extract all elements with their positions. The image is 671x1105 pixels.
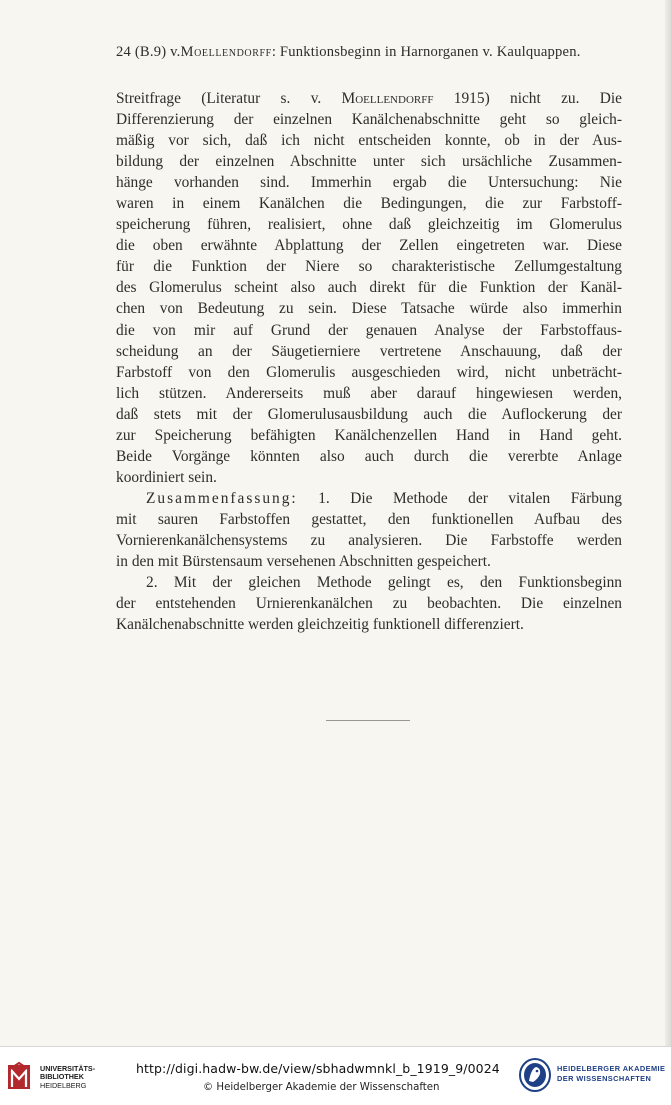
text-run: mit sauren Farbstoffen gestattet, den funktionellen Aufbau des: [116, 510, 622, 528]
text-line: [116, 277, 622, 298]
text-run: hänge vorhanden sind. Immerhin ergab die Untersuchung: Nie: [116, 174, 622, 192]
text-line: [116, 341, 622, 362]
text-run: mäßig vor sich, daß ich nicht entscheiden konnte, ob in der Aus-: [116, 132, 622, 150]
text-line: [116, 383, 622, 404]
text-run: Vornierenkanälchensystems zu analysieren. Die Farbstoffe werden: [116, 531, 622, 549]
text-line: [116, 320, 622, 341]
footer-bar: [0, 1046, 671, 1105]
text-run: lich stützen. Andererseits muß aber darauf hingewiesen werden,: [116, 384, 622, 402]
text-run: 2. Mit der gleichen Methode gelingt es, den Funktionsbeginn: [146, 574, 622, 592]
text-run: Farbstoff von den Glomerulis ausgeschieden wird, nicht unbeträcht-: [116, 363, 622, 381]
text-run: bildung der einzelnen Abschnitte unter sich ursächliche Zusammen-: [116, 153, 622, 171]
text-line: [116, 235, 622, 256]
text-run: chen von Bedeutung zu sein. Diese Tatsache würde also immerhin: [116, 300, 622, 318]
author-name: Moellendorff: [180, 44, 272, 60]
text-run: Streitfrage (Literatur s. v.: [116, 90, 342, 107]
text-run: Differenzierung der einzelnen Kanälchenabschnitte geht so gleich-: [116, 111, 622, 129]
text-line: [116, 214, 622, 235]
text-run: koordiniert sein.: [116, 468, 217, 486]
text-line: [116, 130, 622, 151]
text-run: der entstehenden Urnierenkanälchen zu beobachten. Die einzelnen: [116, 595, 622, 613]
text-line: [116, 298, 622, 319]
text-run: des Glomerulus scheint also auch direkt für die Funktion der Kanäl-: [116, 279, 622, 297]
article-title: : Funktionsbeginn in Harnorganen v. Kaulquappen.: [271, 44, 581, 60]
library-line-3: HEIDELBERG: [40, 1080, 87, 1090]
text-run: 1915) nicht zu. Die: [433, 90, 622, 107]
text-run: speicherung führen, realisiert, ohne daß gleichzeitig im Glomerulus: [116, 216, 622, 234]
text-run: 1. Die Methode der vitalen Färbung: [297, 489, 622, 507]
text-line: [116, 551, 622, 572]
text-line: [116, 509, 622, 530]
text-line: [116, 425, 622, 446]
library-line-2: BIBLIOTHEK: [40, 1072, 84, 1082]
text-line: [116, 572, 622, 593]
text-line: [116, 614, 622, 635]
copyright-notice: © Heidelberger Akademie der Wissenschaften: [203, 1082, 440, 1093]
text-run: in den mit Bürstensaum versehenen Abschnitten gespeichert.: [116, 553, 491, 571]
text-run: scheidung an der Säugetierniere vertretene Anschauung, daß der: [116, 342, 622, 360]
text-line: [116, 446, 622, 467]
academy-seal-icon: [518, 1057, 552, 1093]
text-run: Kanälchenabschnitte werden gleichzeitig funktionell differenziert.: [116, 616, 524, 634]
text-line: [116, 467, 622, 488]
text-line: [116, 593, 622, 614]
library-line-1: UNIVERSITÄTS-: [40, 1064, 96, 1073]
series-number: (B.9): [134, 44, 167, 60]
text-line: [116, 362, 622, 383]
running-head: [116, 44, 622, 61]
text-run: waren in einem Kanälchen die Bedingungen, die zur Farbstoff-: [116, 195, 622, 213]
text-line: [116, 256, 622, 277]
academy-line-1: HEIDELBERGER AKADEMIE: [557, 1064, 666, 1073]
text-run: daß stets mit der Glomerulusausbildung auch die Auflockerung der: [116, 405, 622, 423]
text-run: die oben erwähnte Abplattung der Zellen eingetreten war. Diese: [116, 237, 622, 255]
permalink-url[interactable]: http://digi.hadw-bw.de/view/sbhadwmnkl_b_1919_9/0024: [136, 1061, 500, 1076]
text-line: [116, 488, 622, 509]
end-rule: [326, 720, 410, 721]
text-line: [116, 193, 622, 214]
academy-name: [557, 1064, 665, 1083]
author-reference: Moellendorff: [341, 90, 434, 107]
text-line: [116, 172, 622, 193]
text-line: [116, 404, 622, 425]
text-run: zur Speicherung befähigten Kanälchenzellen Hand in Hand geht.: [116, 426, 622, 444]
academy-line-2: DER WISSENSCHAFTEN: [557, 1073, 652, 1083]
page-number: 24: [116, 44, 131, 60]
text-line: [116, 109, 622, 130]
text-run: die von mir auf Grund der genauen Analyse der Farbstoffaus-: [116, 321, 622, 339]
author-prefix: v.: [170, 44, 181, 60]
text-run: Beide Vorgänge könnten also auch durch die vererbte Anlage: [116, 447, 622, 465]
text-run: für die Funktion der Niere so charakteristische Zellumgestaltung: [116, 258, 622, 276]
text-line: [116, 88, 622, 109]
text-line: [116, 530, 622, 551]
library-name: [40, 1065, 95, 1090]
library-logo-icon: [6, 1061, 34, 1093]
section-heading: Zusammenfassung:: [146, 489, 298, 507]
body-text: [116, 88, 622, 635]
text-line: [116, 151, 622, 172]
